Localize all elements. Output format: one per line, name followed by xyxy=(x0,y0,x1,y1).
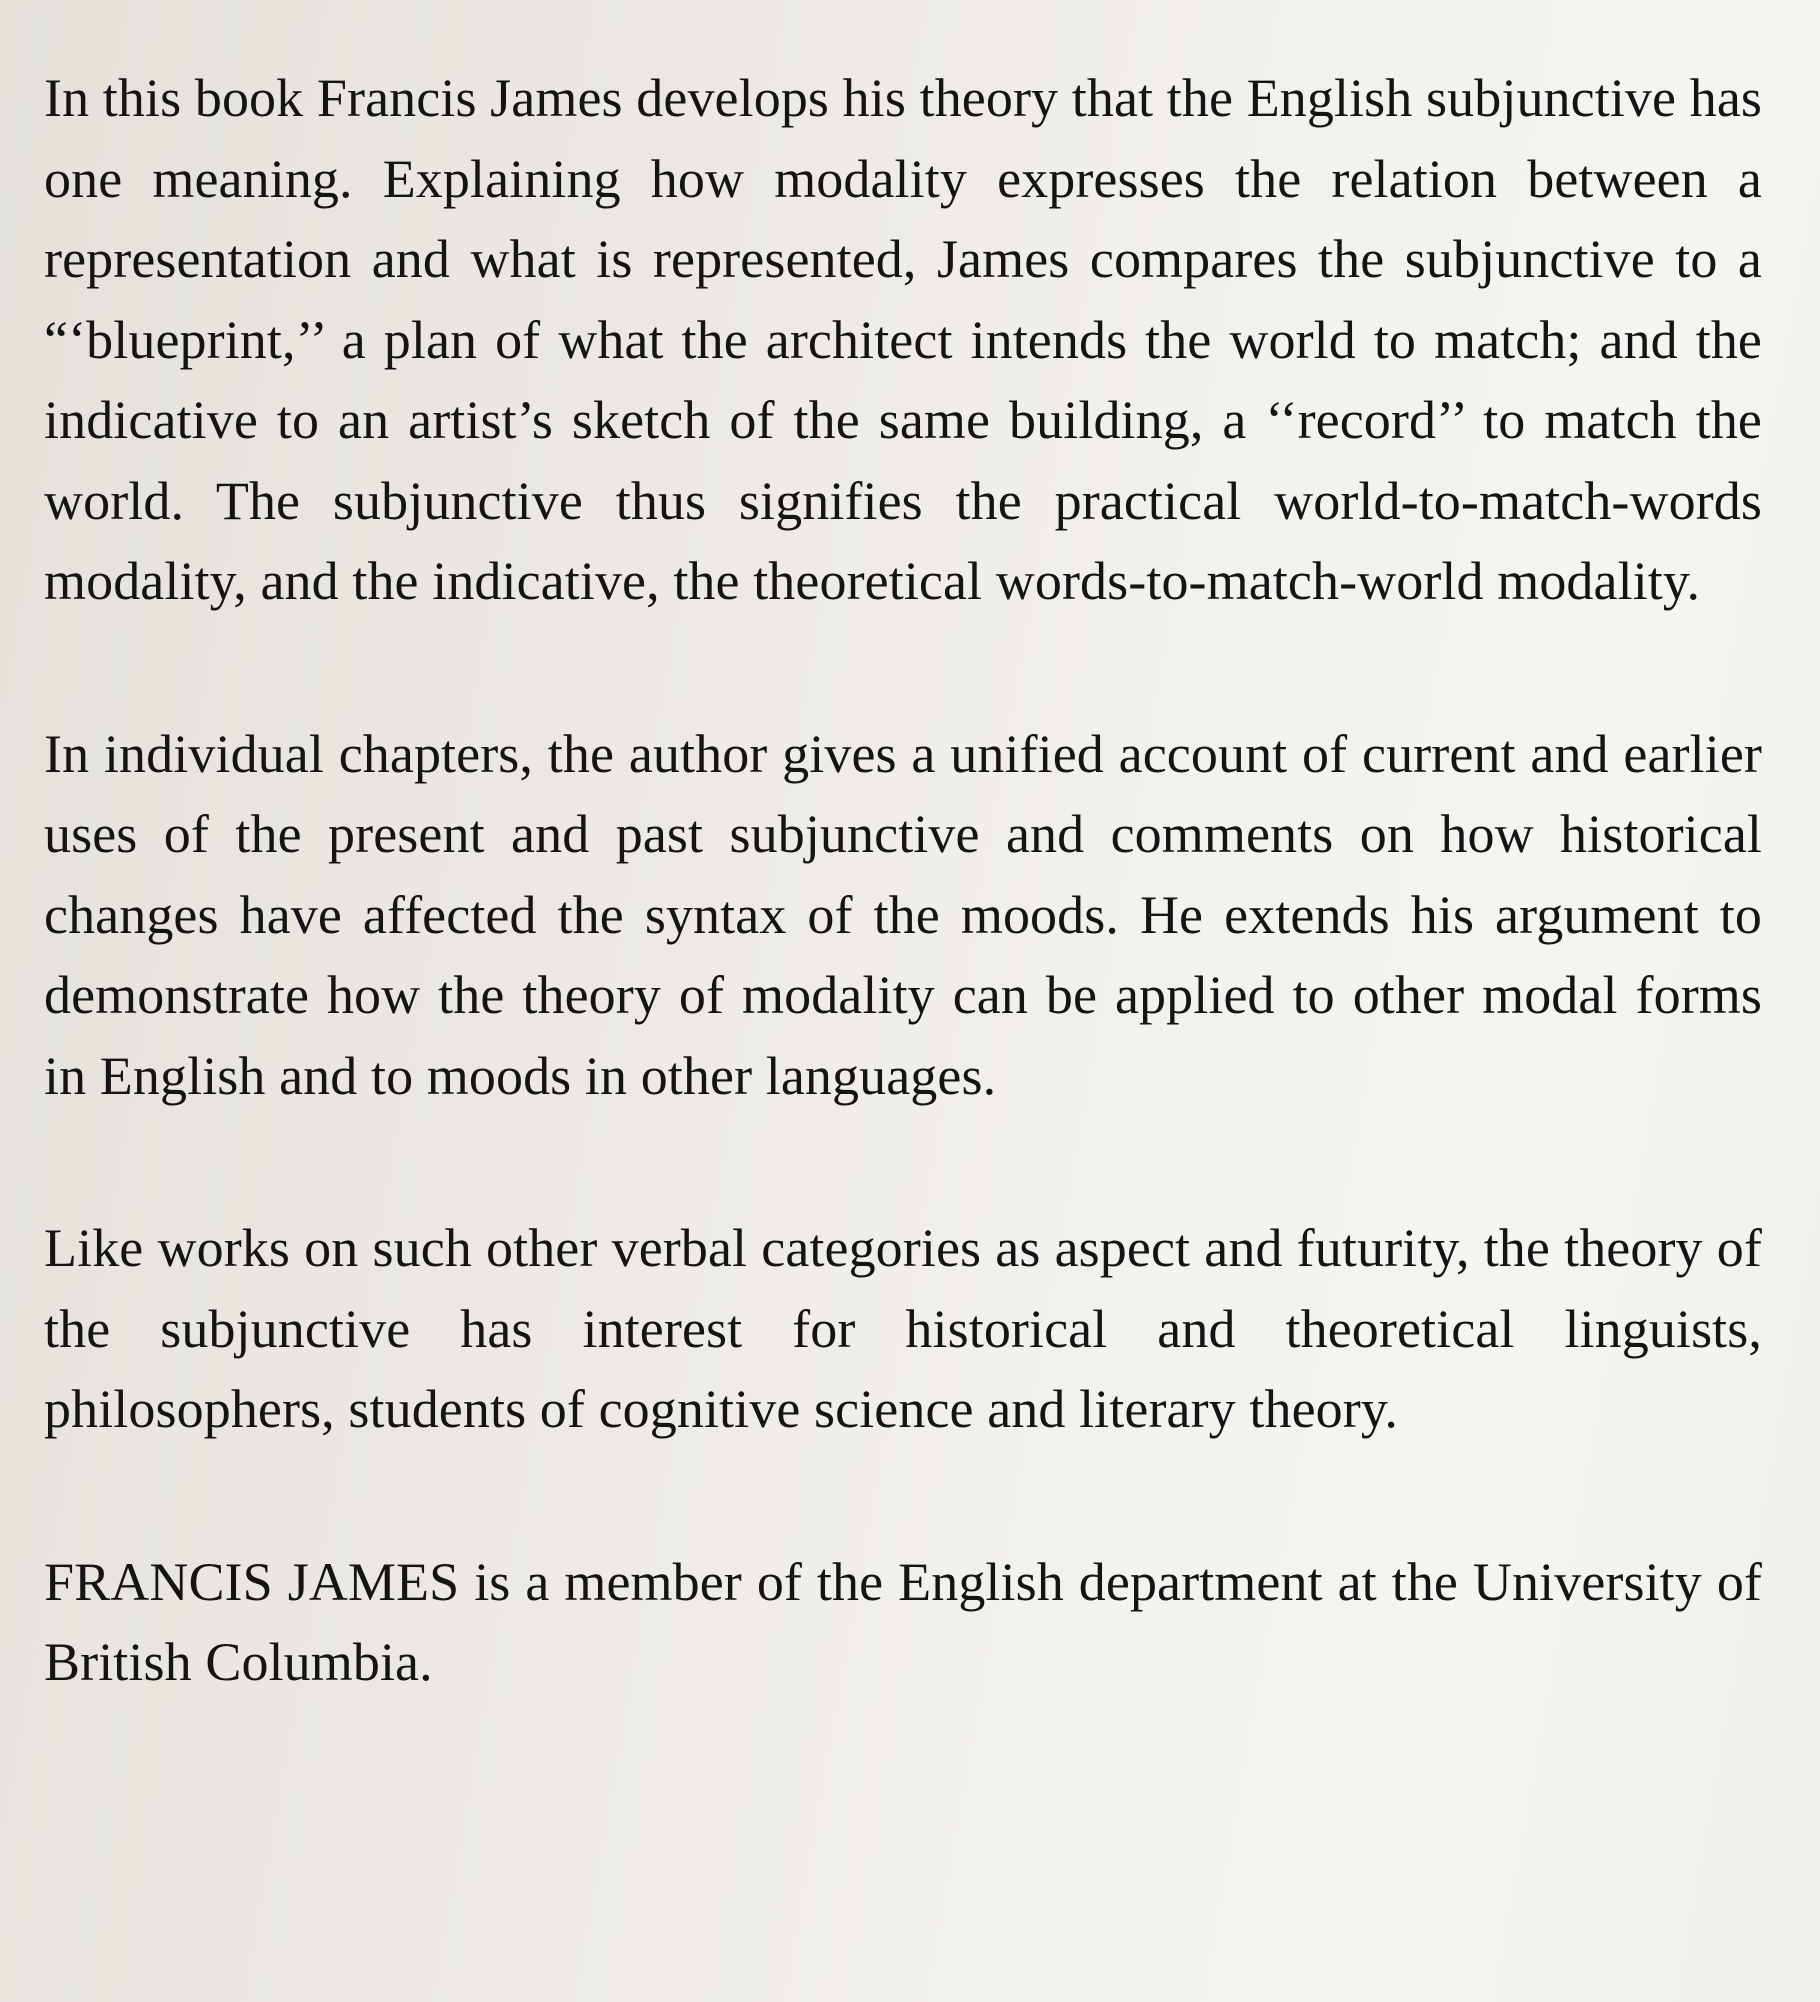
author-name: FRANCIS JAMES xyxy=(44,1551,460,1612)
paragraph-chapters-summary: In individual chapters, the author gives a unified account of current and earlier uses of the present and past subjunctive and comments on how historical changes have affected the syntax of the moods. He extends his argument to demonstrate how the theory of modality can be applied to other modal forms in English and to moods in other languages. xyxy=(44,723,1762,1106)
author-bio xyxy=(44,1542,1762,1703)
paragraph-audience: Like works on such other verbal categories as aspect and futurity, the theory of the subjunctive has interest for historical and theoretical linguists, philosophers, students of cognitive science and literary theory. xyxy=(44,1218,1762,1439)
paragraph-theory-summary: In this book Francis James develops his theory that the English subjunctive has one meaning. Explaining how modality expresses the relation between a representation and what is represented, James compares the subjunctive to a “‘blueprint,’’ a plan of what the architect intends the world to match; and the indicative to an artist’s sketch of the same building, a ‘‘record’’ to match the world. The subjunctive thus signifies the practical world-to-match-words modality, and the indicative, the theoretical words-to-match-world modality. xyxy=(44,68,1762,611)
author-bio-text: is a member of the English department at the University of British Columbia. xyxy=(44,1551,1763,1692)
book-jacket-text xyxy=(44,58,1762,1703)
